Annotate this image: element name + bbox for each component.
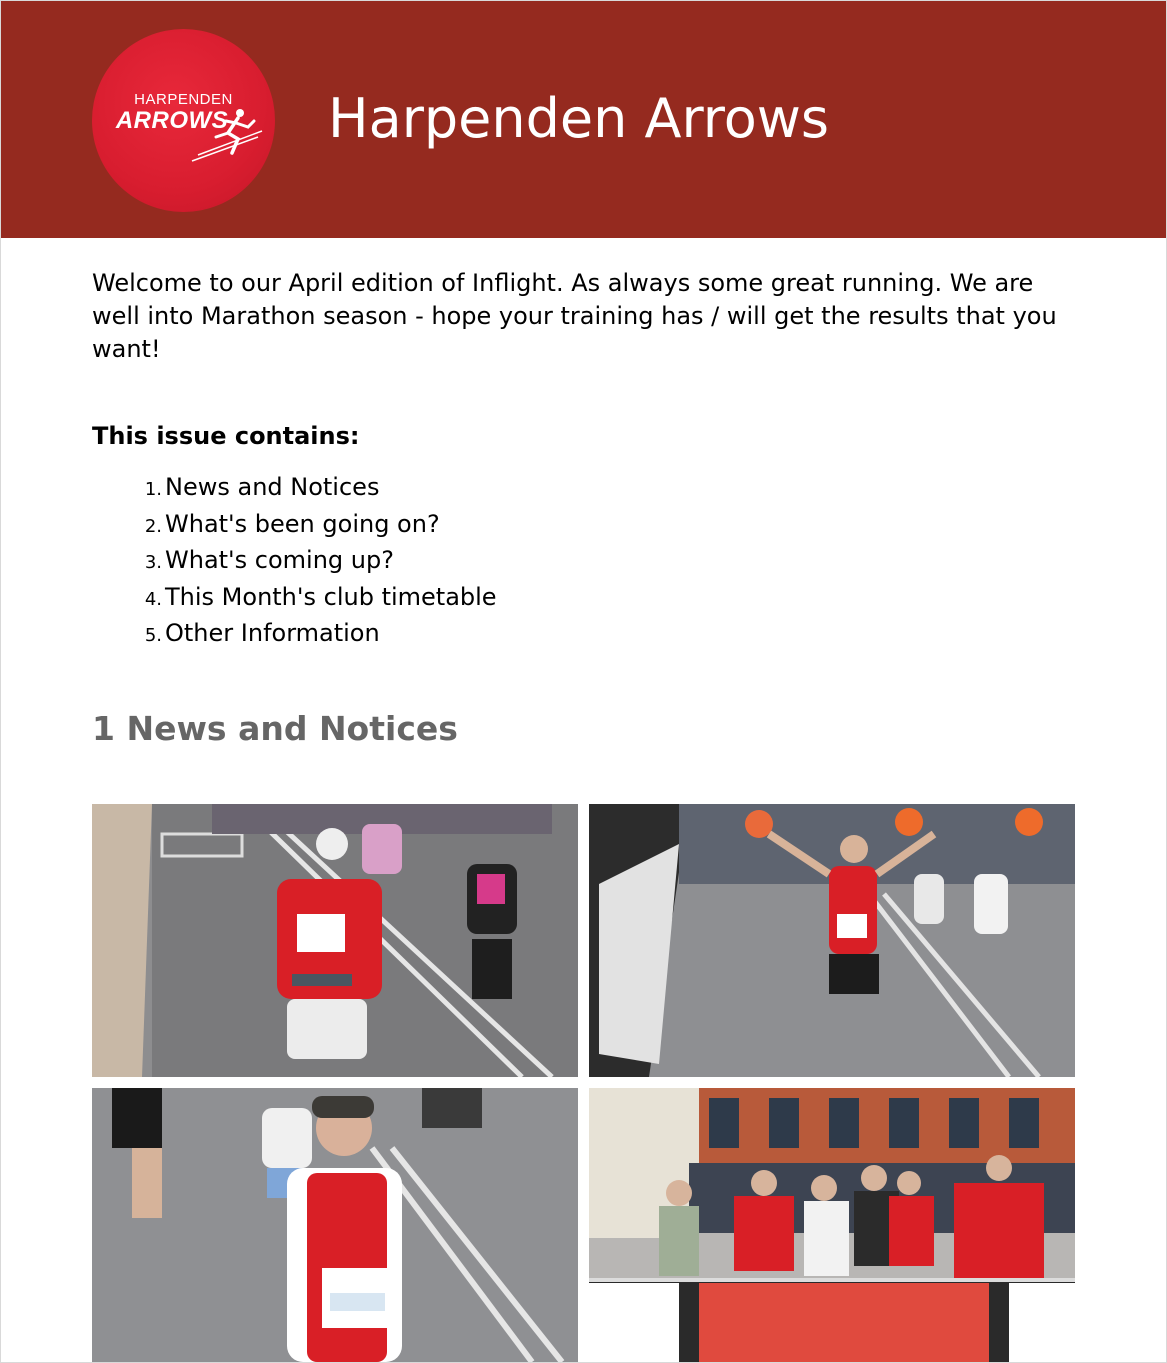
contents-list xyxy=(92,469,497,652)
contents-item-number: 3. xyxy=(144,552,162,573)
club-logo xyxy=(92,29,275,212)
logo-main-text: ARROWS xyxy=(115,107,229,134)
marathon-photo-anita xyxy=(589,804,1075,1077)
contents-item-number: 2. xyxy=(144,515,162,537)
header-banner xyxy=(1,1,1166,238)
contents-item-label: News and Notices xyxy=(165,473,380,501)
club-group-photo xyxy=(589,1088,1075,1362)
contents-item-number: 1. xyxy=(144,479,162,500)
contents-item-label: What's coming up? xyxy=(165,546,394,574)
marathon-photo-louise xyxy=(92,804,578,1077)
runner-icon xyxy=(188,103,268,163)
contents-item-label: This Month's club timetable xyxy=(165,582,497,611)
contents-item-label: Other Information xyxy=(165,619,380,647)
contents-item-number: 4. xyxy=(144,588,162,610)
section-heading-news: 1 News and Notices xyxy=(92,709,458,748)
contents-item[interactable] xyxy=(92,579,497,616)
contents-item-label: What's been going on? xyxy=(165,509,440,538)
contents-item[interactable] xyxy=(92,542,497,579)
contents-item[interactable] xyxy=(92,615,497,652)
contents-heading: This issue contains: xyxy=(92,422,360,450)
logo-top-text: HARPENDEN xyxy=(134,91,233,108)
contents-item[interactable] xyxy=(92,469,497,506)
marathon-photo-claire xyxy=(92,1088,578,1362)
contents-item-number: 5. xyxy=(144,625,162,646)
page-title: Harpenden Arrows xyxy=(328,87,830,150)
contents-item[interactable] xyxy=(92,506,497,543)
intro-paragraph: Welcome to our April edition of Inflight. As always some great running. We are well into Marathon season - hope your training has / will get the results that you want! xyxy=(92,269,1057,363)
